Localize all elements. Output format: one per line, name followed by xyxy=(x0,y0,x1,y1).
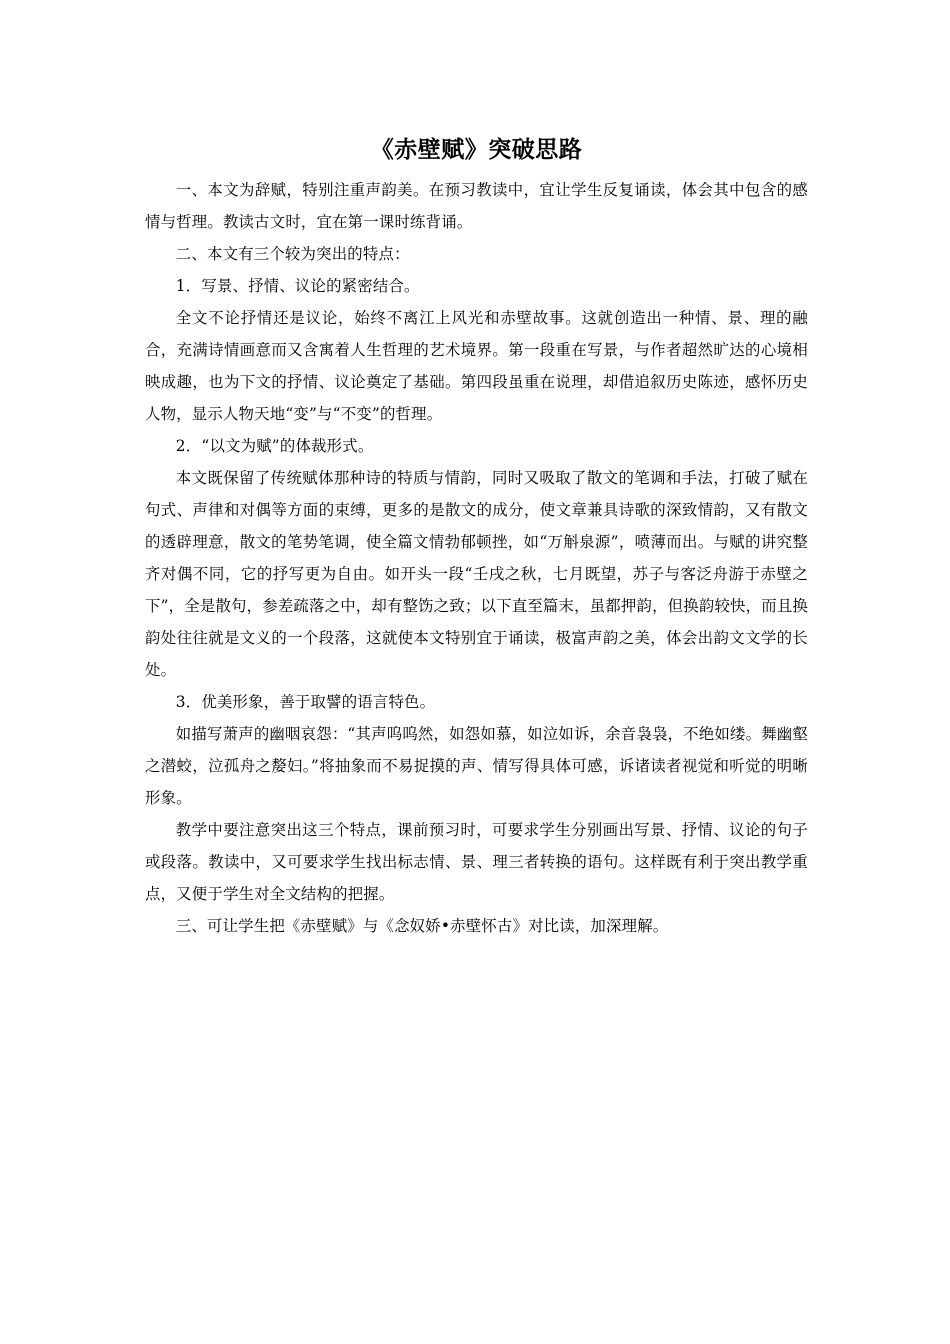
paragraph-1-intro: 一、本文为辞赋，特别注重声韵美。在预习教读中，宜让学生反复诵读，体会其中包含的感情与哲理。教读古文时，宜在第一课时练背诵。 xyxy=(145,181,808,231)
paragraph-5-feature-2-heading: 2．“以文为赋”的体裁形式。 xyxy=(175,437,374,455)
document-page xyxy=(145,130,808,942)
paragraph-9-teaching-note: 教学中要注意突出这三个特点，课前预习时，可要求学生分别画出写景、抒情、议论的句子或段落。教读中，又可要求学生找出标志情、景、理三者转换的语句。这样既有利于突出教学重点，又便于学生对全文结构的把握。 xyxy=(145,821,808,903)
paragraph-7-feature-3-heading: 3．优美形象，善于取譬的语言特色。 xyxy=(175,693,436,711)
paragraph-6-feature-2-body: 本文既保留了传统赋体那种诗的特质与情韵，同时又吸取了散文的笔调和手法，打破了赋在句式、声律和对偶等方面的束缚，更多的是散文的成分，使文章兼具诗歌的深致情韵，又有散文的透辟理意，散文的笔势笔调，使全篇文情勃郁顿挫，如“万斛泉源”，喷薄而出。与赋的讲究整齐对偶不同，它的抒写更为自由。如开头一段“壬戌之秋，七月既望，苏子与客泛舟游于赤壁之下”，全是散句，参差疏落之中，却有整饬之致；以下直至篇末，虽都押韵，但换韵较快，而且换韵处往往就是文义的一个段落，这就使本文特别宜于诵读，极富声韵之美，体会出韵文文学的长处。 xyxy=(145,469,808,679)
paragraph-10-comparison: 三、可让学生把《赤壁赋》与《念奴娇•赤壁怀古》对比读，加深理解。 xyxy=(175,917,669,935)
paragraph-4-feature-1-body: 全文不论抒情还是议论，始终不离江上风光和赤壁故事。这就创造出一种情、景、理的融合，充满诗情画意而又含寓着人生哲理的艺术境界。第一段重在写景，与作者超然旷达的心境相映成趣，也为下文的抒情、议论奠定了基础。第四段虽重在说理，却借追叙历史陈迹，感怀历史人物，显示人物天地“变”与“不变”的哲理。 xyxy=(145,309,808,423)
paragraph-2-features-heading: 二、本文有三个较为突出的特点： xyxy=(175,245,410,263)
document-title: 《赤壁赋》突破思路 xyxy=(370,137,583,163)
paragraph-8-feature-3-body: 如描写萧声的幽咽哀怨：“其声呜呜然，如怨如慕，如泣如诉，余音袅袅，不绝如缕。舞幽壑之潜蛟，泣孤舟之嫠妇。”将抽象而不易捉摸的声、情写得具体可感，诉诸读者视觉和听觉的明晰形象。 xyxy=(145,725,808,807)
paragraph-3-feature-1-heading: 1．写景、抒情、议论的紧密结合。 xyxy=(175,277,420,295)
